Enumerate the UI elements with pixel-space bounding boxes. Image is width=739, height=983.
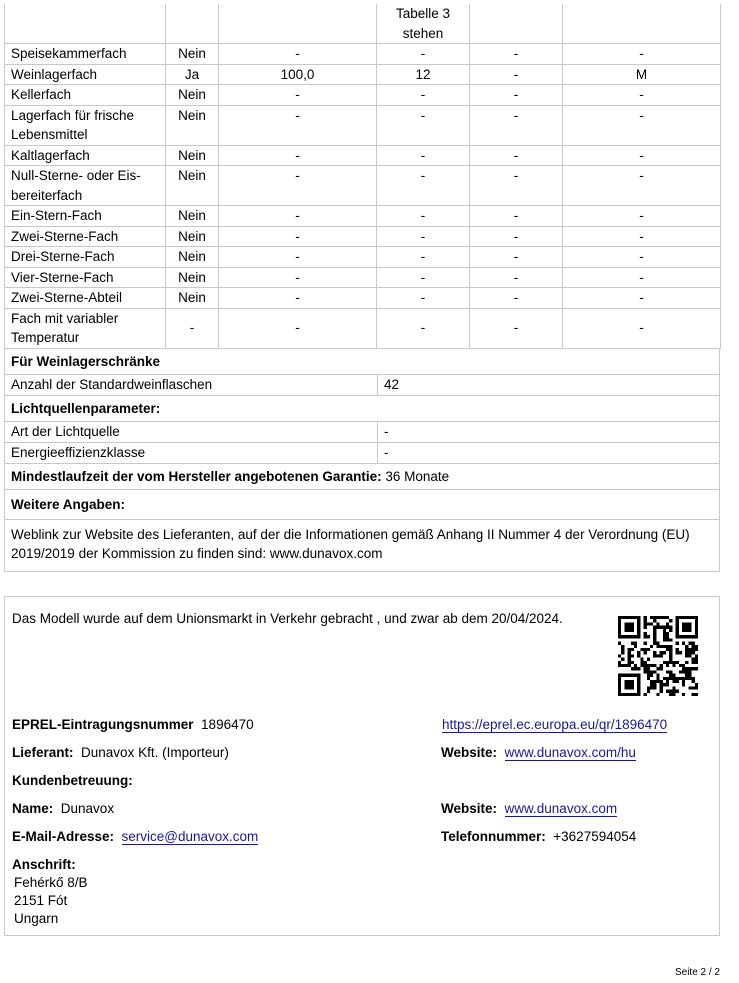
value-cell: - bbox=[377, 206, 470, 227]
energy-class-label: Energieeffizienzklasse bbox=[5, 443, 378, 463]
value-cell: - bbox=[377, 288, 470, 309]
product-information-sheet bbox=[4, 4, 720, 572]
presence-cell: Nein bbox=[166, 247, 219, 268]
support-website-row bbox=[441, 800, 617, 818]
supplier-name: Dunavox Kft. (Importeur) bbox=[81, 745, 229, 760]
compartment-name-cell: Lagerfach für frische Lebensmittel bbox=[5, 105, 166, 145]
supplier-label: Lieferant: bbox=[12, 745, 74, 760]
value-cell: - bbox=[377, 226, 470, 247]
phone-number: +3627594054 bbox=[553, 829, 637, 844]
volume-cell: - bbox=[219, 105, 377, 145]
value-cell: - bbox=[470, 64, 563, 85]
presence-cell: Nein bbox=[166, 226, 219, 247]
support-website-label: Website: bbox=[441, 801, 498, 816]
light-type-value: - bbox=[384, 423, 389, 439]
eprel-link[interactable]: https://eprel.ec.europa.eu/qr/1896470 bbox=[442, 717, 668, 732]
table-row bbox=[5, 267, 721, 288]
support-website-link[interactable]: www.dunavox.com bbox=[504, 801, 618, 816]
market-text: Das Modell wurde auf dem Unionsmarkt in Verkehr gebracht , und zwar ab dem 20/04/2024. bbox=[12, 611, 563, 626]
value-cell: - bbox=[470, 145, 563, 166]
phone-row bbox=[441, 828, 636, 846]
volume-cell: - bbox=[219, 85, 377, 106]
wine-bottles-label: Anzahl der Standardweinflaschen bbox=[5, 375, 378, 395]
value-cell: - bbox=[470, 247, 563, 268]
address-label: Anschrift: bbox=[12, 857, 76, 872]
value-cell: - bbox=[563, 166, 721, 206]
presence-cell: Nein bbox=[166, 44, 219, 65]
email-link[interactable]: service@dunavox.com bbox=[121, 829, 259, 844]
value-cell: - bbox=[377, 267, 470, 288]
light-section-title: Lichtquellenparameter: bbox=[4, 396, 720, 422]
more-info-text: Weblink zur Website des Lieferanten, auf der die Informationen gemäß Anhang II Nummer 4 der Verordnung (EU) 2019/2019 der Kommission zu finden sind: www.dunavox.com bbox=[4, 520, 720, 572]
presence-cell: Nein bbox=[166, 166, 219, 206]
compartment-name-cell: Kellerfach bbox=[5, 85, 166, 106]
value-cell: - bbox=[563, 85, 721, 106]
presence-cell: Nein bbox=[166, 288, 219, 309]
value-cell: - bbox=[470, 288, 563, 309]
value-cell: - bbox=[563, 145, 721, 166]
compartment-name-cell: Null-Sterne- oder Eis-bereiterfach bbox=[5, 166, 166, 206]
table-row bbox=[5, 247, 721, 268]
wine-bottles-value: 42 bbox=[384, 376, 400, 392]
value-cell: - bbox=[377, 166, 470, 206]
presence-cell: - bbox=[166, 308, 219, 348]
table-row bbox=[5, 308, 721, 348]
volume-cell: - bbox=[219, 206, 377, 227]
value-cell: - bbox=[377, 85, 470, 106]
compartment-name-cell: Speisekammerfach bbox=[5, 44, 166, 65]
volume-cell: - bbox=[219, 44, 377, 65]
value-cell: - bbox=[563, 105, 721, 145]
value-cell: - bbox=[377, 105, 470, 145]
volume-cell: - bbox=[219, 226, 377, 247]
value-cell: - bbox=[377, 308, 470, 348]
value-cell: - bbox=[470, 308, 563, 348]
value-cell: - bbox=[563, 308, 721, 348]
value-cell: - bbox=[470, 105, 563, 145]
compartment-table bbox=[4, 4, 721, 349]
value-cell: 12 bbox=[377, 64, 470, 85]
table-row bbox=[5, 226, 721, 247]
header-cell: Tabelle 3 stehen bbox=[377, 4, 470, 44]
supplier-website-label: Website: bbox=[441, 745, 498, 760]
light-type-label: Art der Lichtquelle bbox=[5, 422, 378, 442]
table-row bbox=[5, 206, 721, 227]
presence-cell: Nein bbox=[166, 85, 219, 106]
value-cell: - bbox=[563, 226, 721, 247]
value-cell: M bbox=[563, 64, 721, 85]
presence-cell: Nein bbox=[166, 267, 219, 288]
value-cell: - bbox=[563, 267, 721, 288]
value-cell: - bbox=[563, 247, 721, 268]
value-cell: - bbox=[470, 44, 563, 65]
compartment-name-cell: Zwei-Sterne-Abteil bbox=[5, 288, 166, 309]
compartment-name-cell: Ein-Stern-Fach bbox=[5, 206, 166, 227]
energy-class-row bbox=[4, 443, 720, 464]
warranty-row bbox=[4, 464, 720, 490]
value-cell: - bbox=[470, 206, 563, 227]
supplier-website-link[interactable]: www.dunavox.com/hu bbox=[504, 745, 636, 760]
compartment-name-cell: Weinlagerfach bbox=[5, 64, 166, 85]
volume-cell: - bbox=[219, 145, 377, 166]
table-row bbox=[5, 105, 721, 145]
compartment-name-cell: Kaltlagerfach bbox=[5, 145, 166, 166]
qr-code[interactable] bbox=[618, 616, 698, 696]
volume-cell: 100,0 bbox=[219, 64, 377, 85]
compartment-name-cell: Vier-Sterne-Fach bbox=[5, 267, 166, 288]
more-info-title: Weitere Angaben: bbox=[4, 490, 720, 520]
compartment-name-cell: Zwei-Sterne-Fach bbox=[5, 226, 166, 247]
value-cell: - bbox=[563, 44, 721, 65]
presence-cell: Nein bbox=[166, 145, 219, 166]
value-cell: - bbox=[377, 145, 470, 166]
support-name-label: Name: bbox=[12, 801, 54, 816]
volume-cell: - bbox=[219, 247, 377, 268]
table-row bbox=[5, 64, 721, 85]
address-line: Ungarn bbox=[14, 911, 59, 926]
compartment-name-cell: Drei-Sterne-Fach bbox=[5, 247, 166, 268]
volume-cell: - bbox=[219, 267, 377, 288]
compartment-name-cell: Fach mit variabler Temperatur bbox=[5, 308, 166, 348]
volume-cell: - bbox=[219, 166, 377, 206]
eprel-label: EPREL-Eintragungsnummer bbox=[12, 717, 194, 732]
value-cell: - bbox=[377, 247, 470, 268]
support-title: Kundenbetreuung: bbox=[12, 773, 133, 788]
table-header-continuation bbox=[5, 4, 721, 44]
volume-cell: - bbox=[219, 288, 377, 309]
supplier-box bbox=[4, 596, 720, 936]
warranty-label: Mindestlaufzeit der vom Hersteller angebotenen Garantie: bbox=[11, 468, 382, 484]
value-cell: - bbox=[470, 166, 563, 206]
address-line: Fehérkő 8/B bbox=[14, 875, 88, 890]
value-cell: - bbox=[470, 226, 563, 247]
support-name-row bbox=[12, 800, 114, 818]
presence-cell: Nein bbox=[166, 206, 219, 227]
table-row bbox=[5, 145, 721, 166]
email-label: E-Mail-Adresse: bbox=[12, 829, 115, 844]
value-cell: - bbox=[470, 267, 563, 288]
value-cell: - bbox=[470, 85, 563, 106]
value-cell: - bbox=[377, 44, 470, 65]
presence-cell: Nein bbox=[166, 105, 219, 145]
volume-cell: - bbox=[219, 308, 377, 348]
table-row bbox=[5, 166, 721, 206]
supplier-website-row bbox=[441, 744, 636, 762]
wine-bottles-row bbox=[4, 375, 720, 396]
phone-label: Telefonnummer: bbox=[441, 829, 546, 844]
warranty-value: 36 Monate bbox=[385, 468, 450, 484]
value-cell: - bbox=[563, 288, 721, 309]
page-number: Seite 2 / 2 bbox=[674, 967, 720, 978]
energy-class-value: - bbox=[384, 444, 389, 460]
light-type-row bbox=[4, 422, 720, 443]
value-cell: - bbox=[563, 206, 721, 227]
table-row bbox=[5, 85, 721, 106]
eprel-row bbox=[12, 716, 254, 734]
table-row bbox=[5, 288, 721, 309]
supplier-row bbox=[12, 744, 229, 762]
email-row bbox=[12, 828, 258, 846]
wine-section-title: Für Weinlagerschränke bbox=[4, 349, 720, 375]
table-row bbox=[5, 44, 721, 65]
presence-cell: Ja bbox=[166, 64, 219, 85]
eprel-number: 1896470 bbox=[201, 717, 254, 732]
support-name: Dunavox bbox=[60, 801, 115, 816]
address-line: 2151 Fót bbox=[14, 893, 68, 908]
